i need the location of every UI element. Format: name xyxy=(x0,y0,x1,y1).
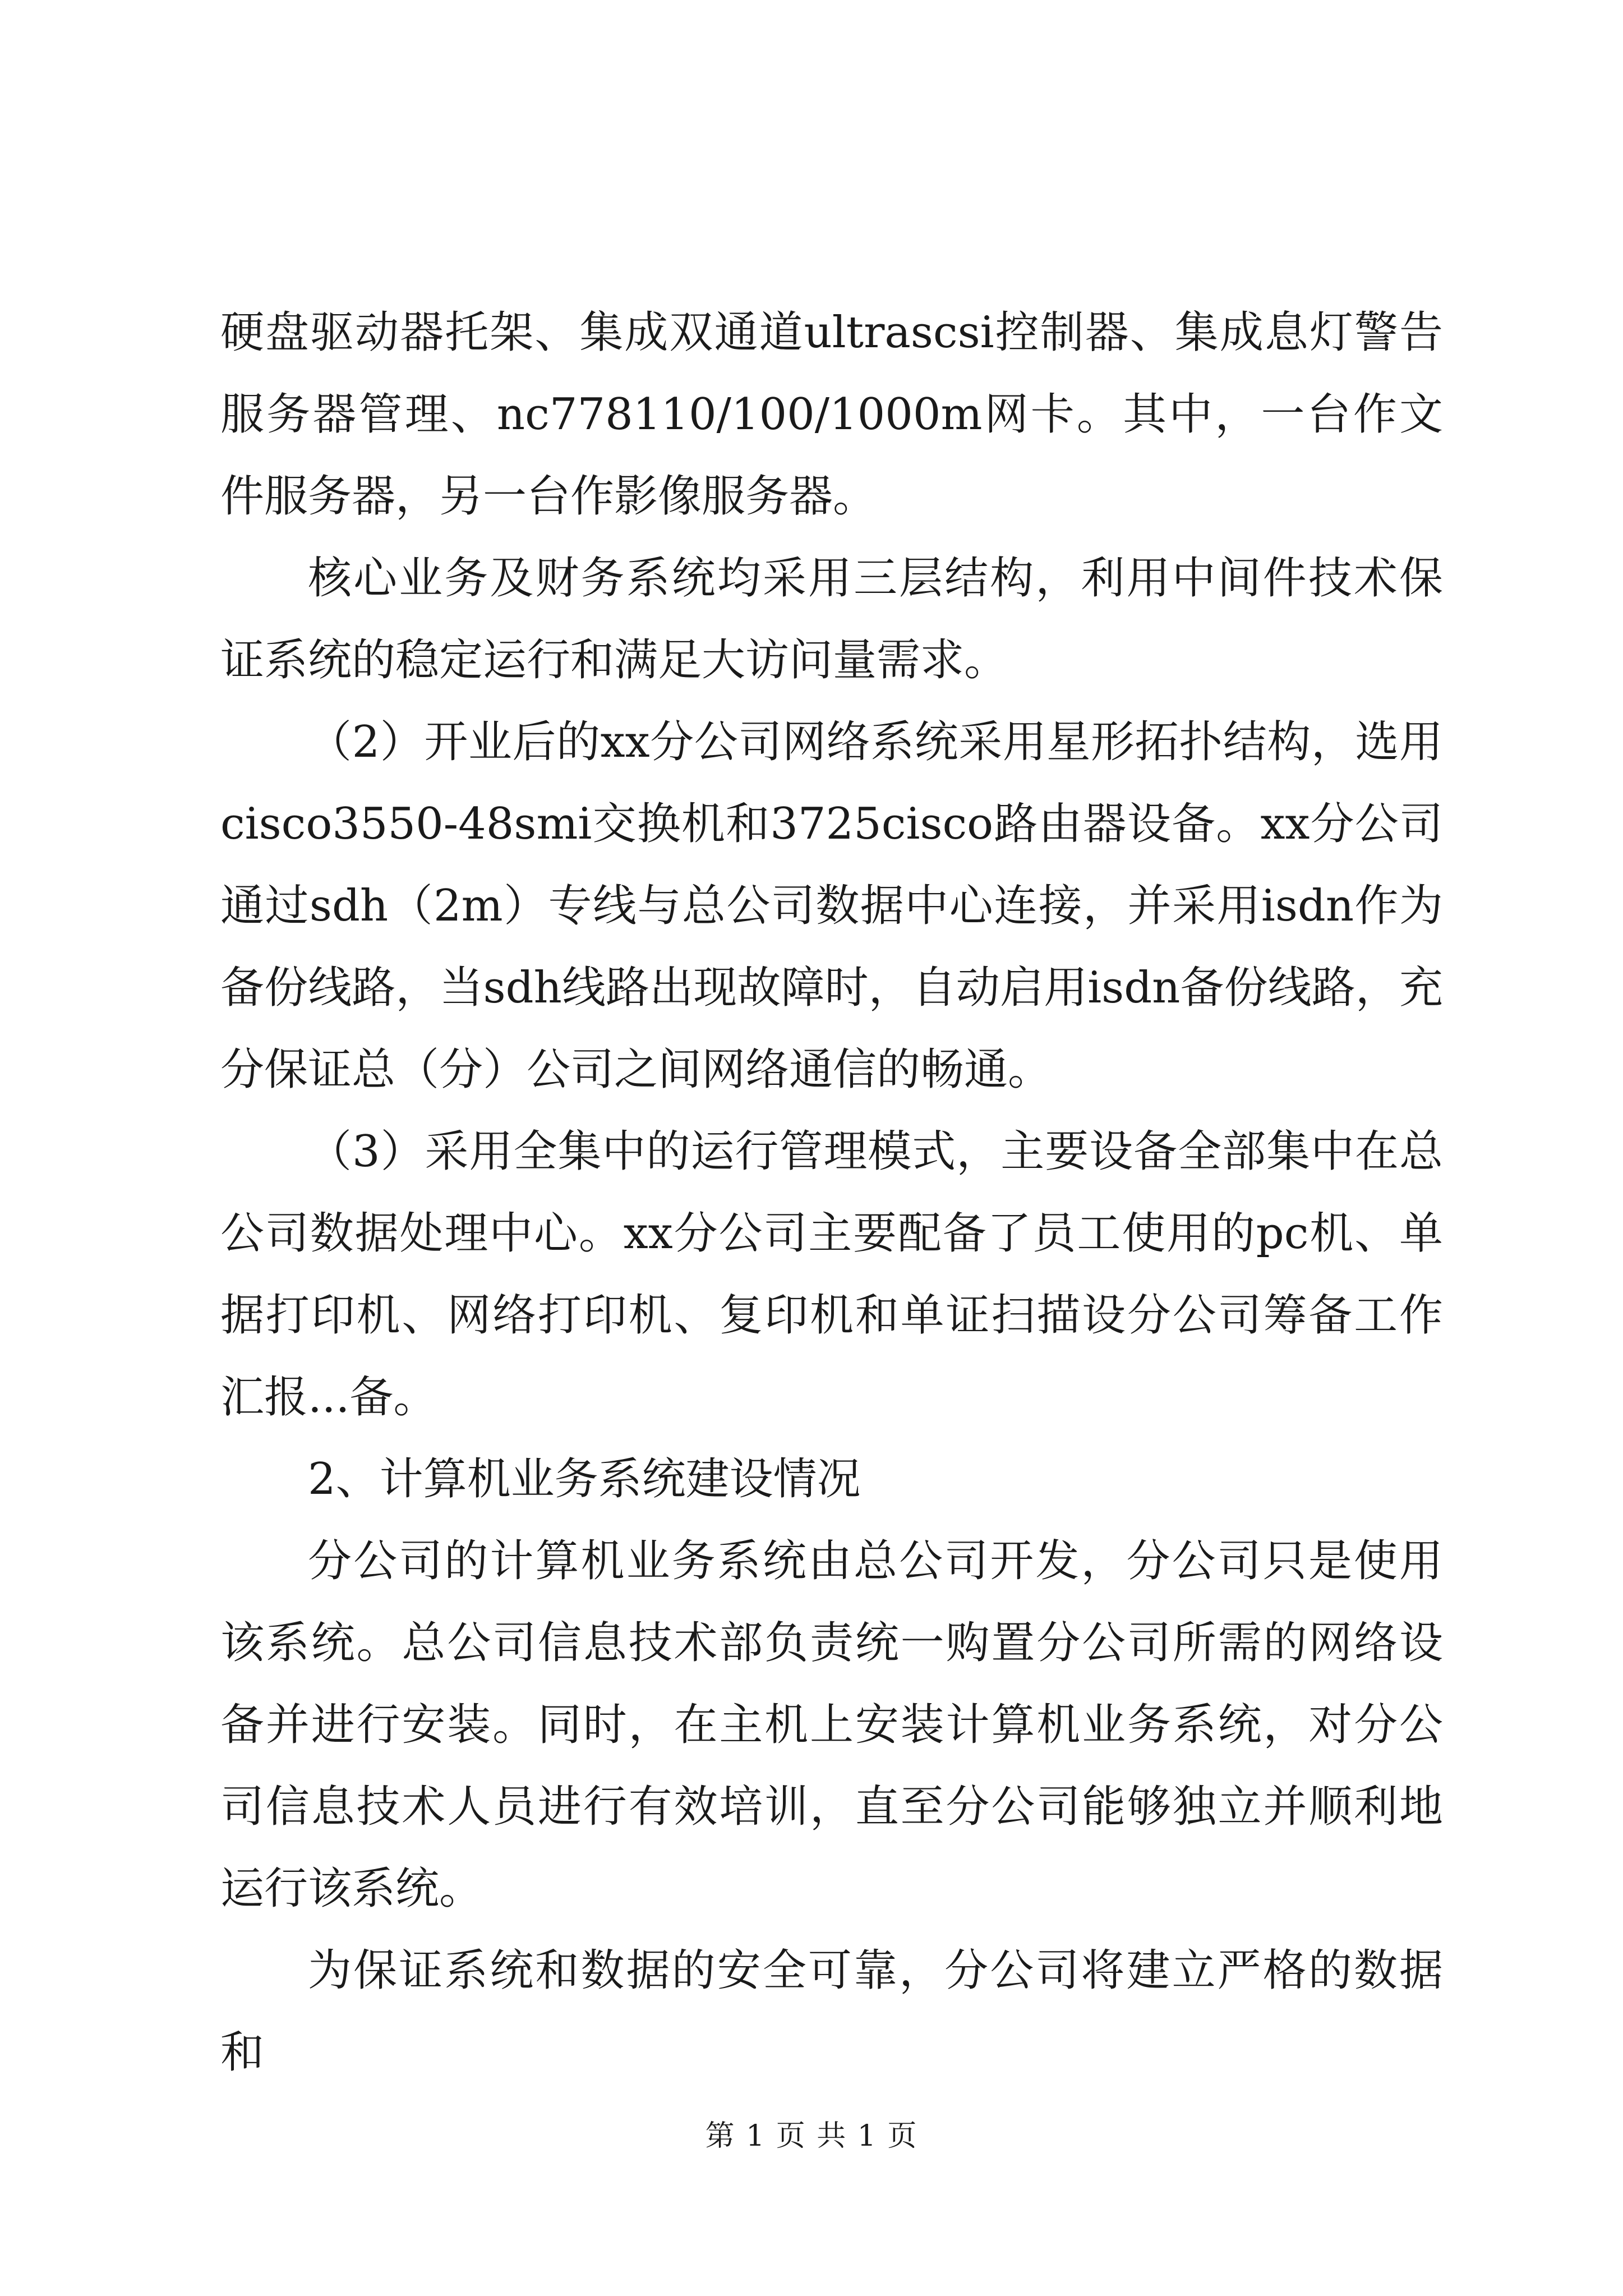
paragraph-network-topology: （2）开业后的xx分公司网络系统采用星形拓扑结构，选用cisco3550-48smi交换机和3725cisco路由器设备。xx分公司通过sdh（2m）专线与总公司数据中心连接，并采用isdn作为备份线路，当sdh线路出现故障时，自动启用isdn备份线路，充分保证总（分）公司之间网络通信的畅通。 xyxy=(220,717,1443,1095)
paragraph-three-tier: 核心业务及财务系统均采用三层结构，利用中间件技术保证系统的稳定运行和满足大访问量需求。 xyxy=(220,553,1443,685)
paragraph-central-management: （3）采用全集中的运行管理模式，主要设备全部集中在总公司数据处理中心。xx分公司主要配备了员工使用的pc机、单据打印机、网络打印机、复印机和单证扫描设分公司筹备工作汇报...备。 xyxy=(220,1126,1443,1423)
paragraph-security: 为保证系统和数据的安全可靠，分公司将建立严格的数据和 xyxy=(220,1945,1443,2078)
page-footer: 第 1 页 共 1 页 xyxy=(705,2119,918,2153)
section-heading-business-system: 2、计算机业务系统建设情况 xyxy=(308,1454,861,1504)
document-body xyxy=(220,292,1443,2093)
paragraph-server-config: 硬盘驱动器托架、集成双通道ultrascsi控制器、集成息灯警告服务器管理、nc778110/100/1000m网卡。其中，一台作文件服务器，另一台作影像服务器。 xyxy=(220,307,1443,522)
paragraph-business-system: 分公司的计算机业务系统由总公司开发，分公司只是使用该系统。总公司信息技术部负责统一购置分公司所需的网络设备并进行安装。同时，在主机上安装计算机业务系统，对分公司信息技术人员进行有效培训，直至分公司能够独立并顺利地运行该系统。 xyxy=(220,1536,1443,1914)
